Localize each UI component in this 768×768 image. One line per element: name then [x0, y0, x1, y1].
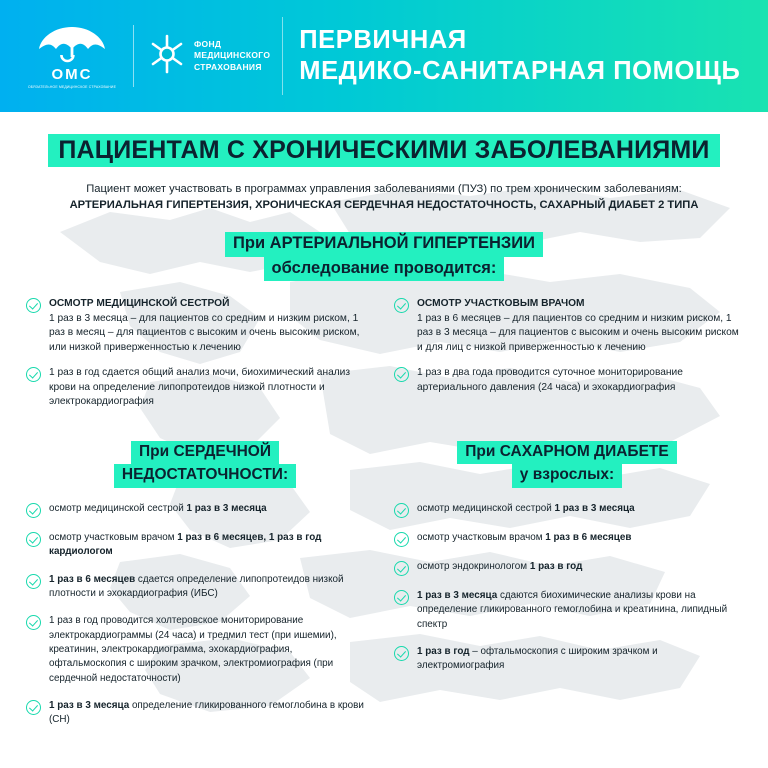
page-title-line2: МЕДИКО-САНИТАРНАЯ ПОМОЩЬ [299, 57, 741, 85]
header-separator [282, 17, 283, 95]
section-hypertension-heading-line2: обследование проводится: [264, 257, 505, 282]
heart-failure-heading-line1: При СЕРДЕЧНОЙ [131, 441, 279, 465]
main-title [26, 134, 742, 167]
fond-logo [147, 32, 270, 81]
section-hypertension-heading-line1: При АРТЕРИАЛЬНОЙ ГИПЕРТЕНЗИИ [225, 232, 543, 257]
list-item-text: 1 раз в год сдается общий анализ мочи, биохимический анализ крови на определение липопротеидов низкой плотности и электрокардиография [49, 367, 351, 408]
section-hypertension-columns [26, 297, 742, 420]
list-item-text: 1 раз в 6 месяцев сдается определение липопротеидов низкой плотности и эхокардиография (ИБС) [49, 573, 344, 599]
omc-logo-text: ОМС [51, 65, 93, 83]
list-item [394, 531, 742, 547]
umbrella-icon [24, 23, 120, 63]
check-icon [26, 615, 41, 630]
check-icon [394, 561, 409, 576]
hypertension-left-column [26, 297, 384, 420]
page-header [0, 0, 768, 112]
intro-block [49, 181, 719, 213]
page-title [299, 25, 740, 87]
omc-logo [24, 23, 120, 89]
list-item-text: осмотр медицинской сестрой 1 раз в 3 месяца [417, 502, 635, 514]
list-item-text: осмотр участковым врачом 1 раз в 6 месяцев [417, 531, 632, 543]
list-item [394, 560, 742, 576]
list-item [394, 589, 742, 632]
heart-failure-heading-line2: НЕДОСТАТОЧНОСТИ: [114, 464, 296, 488]
list-item-text: осмотр эндокринологом 1 раз в год [417, 560, 583, 572]
section-heart-failure-heading [26, 441, 384, 488]
list-item-text: ОСМОТР УЧАСТКОВЫМ ВРАЧОМ 1 раз в 6 месяцев – для пациентов со средним и низким риском, 1 раз в 3 месяца – для пациентов с высоким и очень высоким риском и для лиц с низкой приверженностью к лечению [417, 298, 739, 353]
heart-failure-column [26, 502, 384, 741]
list-item-text: осмотр медицинской сестрой 1 раз в 3 месяца [49, 502, 267, 514]
logo-divider [133, 25, 134, 87]
check-icon [394, 646, 409, 661]
section-hypertension-heading [26, 232, 742, 282]
list-item-text: ОСМОТР МЕДИЦИНСКОЙ СЕСТРОЙ 1 раз в 3 месяца – для пациентов со средним и низким риском, 1 раз в месяц – для пациентов с высоким и очень высоким риском, или низкой приверженностью к лечению [49, 298, 360, 353]
page-body [0, 112, 768, 768]
list-item [26, 502, 368, 518]
check-icon [394, 503, 409, 518]
check-icon [26, 367, 41, 382]
intro-line-1: Пациент может участвовать в программах управления заболеваниями (ПУЗ) по трем хроническим заболеваниям: [86, 183, 682, 196]
section-diabetes-heading [384, 441, 742, 488]
list-item-text: 1 раз в 3 месяца сдаются биохимические анализы крови на определение гликированного гемоглобина и креатинина, липидный спектр [417, 589, 728, 630]
hypertension-right-column [384, 297, 742, 420]
diabetes-heading-line2: у взрослых: [512, 464, 622, 488]
logo-block [18, 0, 270, 112]
check-icon [394, 298, 409, 313]
fond-logo-text: ФОНД МЕДИЦИНСКОГО СТРАХОВАНИЯ [194, 38, 271, 72]
list-item [394, 502, 742, 518]
check-icon [26, 503, 41, 518]
check-icon [394, 590, 409, 605]
intro-line-2: АРТЕРИАЛЬНАЯ ГИПЕРТЕНЗИЯ, ХРОНИЧЕСКАЯ СЕРДЕЧНАЯ НЕДОСТАТОЧНОСТЬ, САХАРНЫЙ ДИАБЕТ 2 ТИПА [69, 199, 699, 212]
fond-emblem-icon [147, 32, 187, 81]
diabetes-heading-line1: При САХАРНОМ ДИАБЕТЕ [457, 441, 676, 465]
list-item-text: 1 раз в два года проводится суточное мониторирование артериального давления (24 часа) и эхокардиография [417, 367, 683, 393]
check-icon [394, 367, 409, 382]
section2-headings [26, 441, 742, 488]
omc-logo-subtext: ОБЯЗАТЕЛЬНОЕ МЕДИЦИНСКОЕ СТРАХОВАНИЕ [27, 84, 117, 89]
main-title-text: ПАЦИЕНТАМ С ХРОНИЧЕСКИМИ ЗАБОЛЕВАНИЯМИ [48, 134, 719, 167]
list-item [394, 297, 742, 355]
check-icon [26, 700, 41, 715]
check-icon [26, 532, 41, 547]
list-item [26, 573, 368, 602]
list-item-text: 1 раз в год проводится холтеровское мониторирование электрокардиограммы (24 часа) и тредмил тест (при ишемии), креатинин, электрокардиограмма, эхокардиография, офтальмоскопия с широким зрачком, электромиография (при сердечной недостаточности) [49, 615, 337, 684]
section2-columns [26, 502, 742, 741]
list-item [394, 366, 742, 395]
list-item [26, 614, 368, 686]
list-item [26, 531, 368, 560]
check-icon [26, 574, 41, 589]
list-item [26, 366, 370, 409]
list-item [26, 297, 370, 355]
check-icon [394, 532, 409, 547]
page-title-line1: ПЕРВИЧНАЯ [299, 25, 467, 54]
list-item-text: осмотр участковым врачом 1 раз в 6 месяцев, 1 раз в год кардиологом [49, 531, 322, 558]
list-item-text: 1 раз в 3 месяца определение гликированного гемоглобина в крови (СН) [49, 700, 364, 726]
content-area [0, 112, 768, 741]
diabetes-column [384, 502, 742, 741]
list-item-text: 1 раз в год – офтальмоскопия с широким зрачком и электромиография [417, 645, 658, 672]
list-item [394, 645, 742, 674]
list-item [26, 699, 368, 728]
check-icon [26, 298, 41, 313]
